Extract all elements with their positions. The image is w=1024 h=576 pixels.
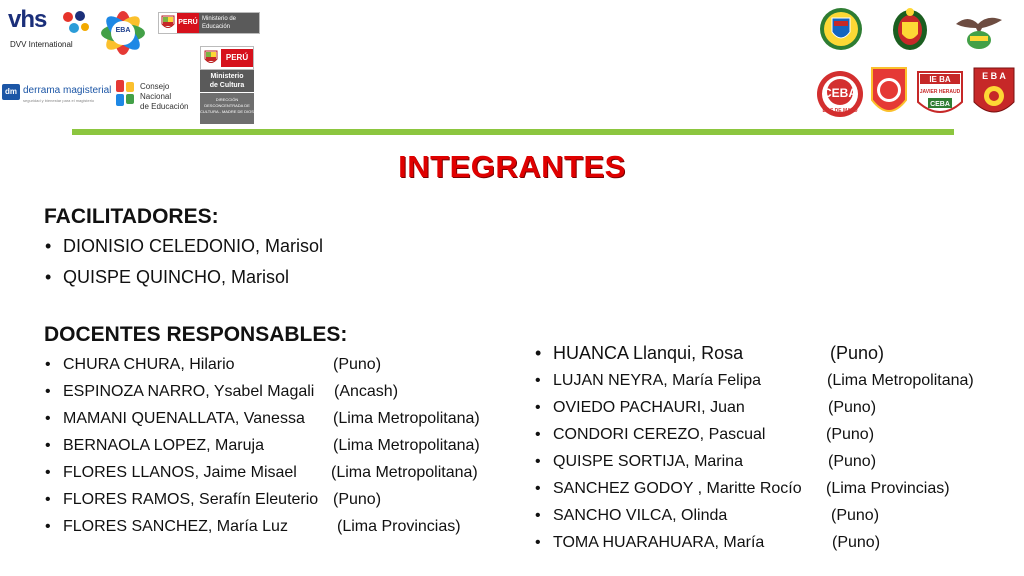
list-item: • QUISPE QUINCHO, Marisol — [63, 267, 323, 298]
svg-text:CEBA: CEBA — [930, 101, 950, 108]
cne-name-line1: Consejo Nacional — [140, 82, 172, 101]
svg-text:IE BA: IE BA — [929, 75, 951, 84]
list-item — [63, 518, 461, 545]
peru-shield-icon — [204, 50, 218, 66]
list-item — [553, 507, 880, 534]
facilitadores-list — [63, 236, 323, 298]
vhs-dots-icon — [60, 10, 90, 36]
list-item — [63, 464, 478, 491]
municipal-crest-icon — [818, 6, 864, 52]
cne-logo — [114, 76, 196, 110]
docente-location: (Lima Provincias) — [826, 480, 950, 497]
ceba-javier-heraud-icon — [916, 70, 964, 120]
list-item — [63, 410, 480, 437]
docentes-right-first — [553, 343, 885, 374]
list-item — [553, 343, 885, 374]
docente-name: CHURA CHURA, Hilario — [63, 356, 235, 373]
eba-logo — [98, 8, 148, 58]
list-item — [63, 437, 480, 464]
docente-name: QUISPE SORTIJA, Marina — [553, 453, 743, 470]
peru-shield-icon — [161, 15, 175, 31]
docente-name: TOMA HUARAHUARA, María — [553, 534, 765, 551]
docente-name: FLORES RAMOS, Serafín Eleuterio — [63, 491, 319, 508]
docente-name: BERNAOLA LOPEZ, Maruja — [63, 437, 264, 454]
docente-location: (Ancash) — [334, 383, 399, 400]
docente-name: SANCHO VILCA, Olinda — [553, 507, 728, 524]
docente-name: ESPINOZA NARRO, Ysabel Magali — [63, 383, 315, 400]
eba-shield-label: E B A — [982, 71, 1006, 81]
header-divider — [72, 129, 954, 135]
list-item — [553, 453, 877, 480]
cne-mark-icon — [114, 78, 138, 108]
docente-location: (Lima Provincias) — [337, 518, 461, 535]
docente-location: (Puno) — [333, 356, 382, 373]
docente-name: LUJAN NEYRA, María Felipa — [553, 372, 762, 389]
list-item — [553, 480, 950, 507]
page-title: INTEGRANTES — [398, 149, 626, 184]
peru-minedu-logo — [158, 12, 260, 34]
vhs-logo — [8, 6, 88, 52]
docente-location: (Lima Metropolitana) — [333, 437, 480, 454]
peru-label: PERÚ — [177, 13, 199, 33]
svg-text:CEBA: CEBA — [822, 86, 858, 100]
docente-location: (Puno) — [832, 534, 881, 551]
ceba-dos-de-mayo-icon — [816, 70, 864, 118]
docente-location: (Puno) — [333, 491, 382, 508]
cultura-ministry-line1: Ministerio — [210, 73, 244, 80]
regional-crest-icon — [890, 6, 930, 52]
ceba-javier-heraud-label: JAVIER HERAUD — [919, 89, 961, 95]
minedu-label: Ministerio de Educación — [199, 13, 259, 33]
docente-location: (Lima Metropolitana) — [331, 464, 478, 481]
docente-name: MAMANI QUENALLATA, Vanessa — [63, 410, 305, 427]
docente-location: (Puno) — [831, 507, 880, 524]
vhs-logo-text: vhs — [8, 6, 47, 33]
derrama-tagline: seguridad y bienestar para el magisterio — [23, 98, 95, 103]
cne-name-line2: de Educación — [140, 102, 189, 111]
docente-location: (Puno) — [828, 399, 877, 416]
vhs-subtitle: DVV International — [10, 40, 73, 49]
docente-location: (Puno) — [826, 426, 875, 443]
cultura-logo — [200, 46, 254, 124]
list-item — [553, 372, 974, 399]
bird-emblem-icon — [952, 10, 1006, 52]
eba-label: EBA — [115, 27, 131, 34]
ceba-shield-red-icon — [870, 66, 908, 122]
derrama-mark: dm — [2, 84, 20, 100]
docente-location: (Puno) — [830, 343, 885, 363]
cultura-office: DIRECCIÓN DESCONCENTRADA DE CULTURA - MADRE DE DIOS — [200, 93, 254, 124]
docentes-left-list — [63, 356, 480, 545]
list-item — [553, 534, 881, 561]
cultura-ministry-line2: de Cultura — [209, 82, 245, 89]
derrama-logo — [2, 82, 110, 104]
derrama-name: derrama magisterial — [23, 85, 112, 96]
list-item — [553, 399, 877, 426]
docente-name: HUANCA Llanqui, Rosa — [553, 343, 744, 363]
docente-name: FLORES LLANOS, Jaime Misael — [63, 464, 297, 481]
docente-location: (Puno) — [828, 453, 877, 470]
list-item: • DIONISIO CELEDONIO, Marisol — [63, 236, 323, 267]
docente-name: FLORES SANCHEZ, María Luz — [63, 518, 288, 535]
ceba-dos-de-mayo-label: DOS DE MAYO — [822, 108, 858, 114]
facilitadores-heading: FACILITADORES: — [44, 205, 219, 228]
list-item — [63, 491, 382, 518]
docente-name: SANCHEZ GODOY , Maritte Rocío — [553, 480, 802, 497]
docente-name: OVIEDO PACHAURI, Juan — [553, 399, 745, 416]
docentes-heading: DOCENTES RESPONSABLES: — [44, 323, 348, 346]
eba-shield-icon — [972, 66, 1016, 122]
cultura-peru-label: PERÚ — [221, 49, 253, 67]
docentes-right-list — [553, 372, 974, 561]
docente-location: (Lima Metropolitana) — [827, 372, 974, 389]
list-item — [63, 356, 382, 383]
docente-location: (Lima Metropolitana) — [333, 410, 480, 427]
list-item — [553, 426, 875, 453]
docente-name: CONDORI CEREZO, Pascual — [553, 426, 766, 443]
list-item — [63, 383, 399, 410]
